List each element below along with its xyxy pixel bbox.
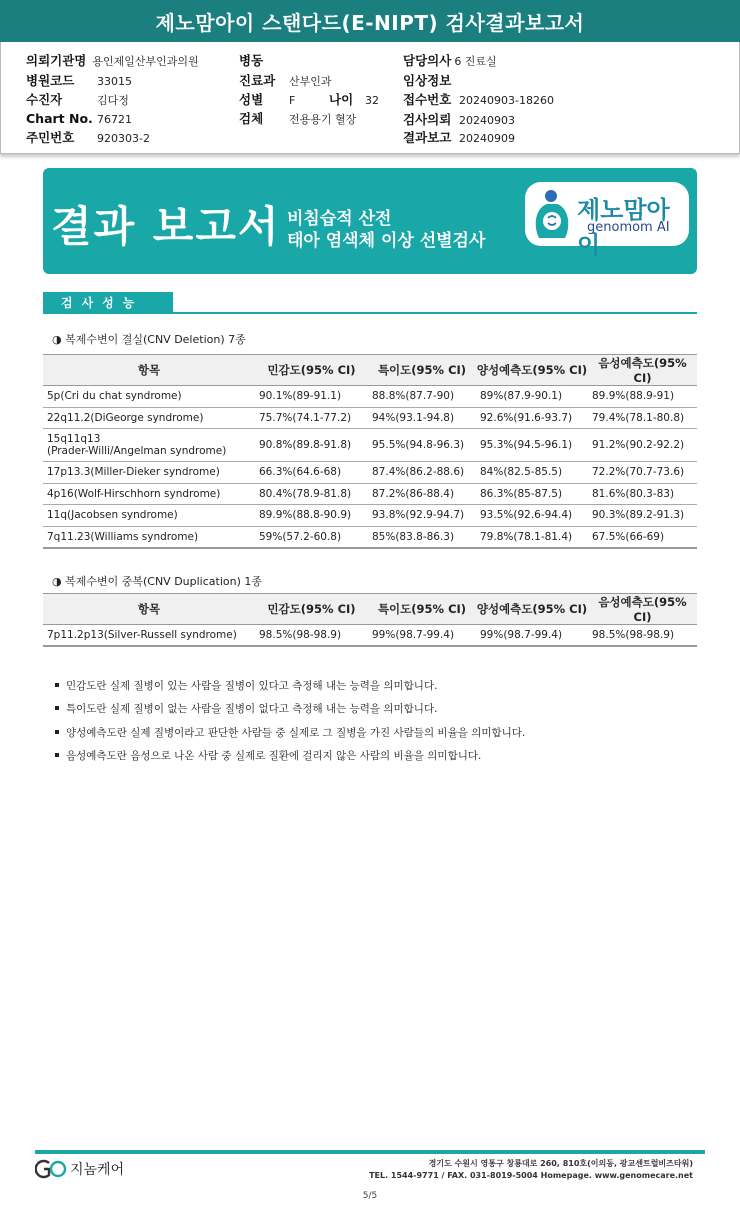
col-specificity: 특이도(95% CI)	[368, 594, 476, 625]
receipt-no-field	[403, 90, 554, 108]
row-ppv: 89%(87.9-90.1)	[476, 386, 588, 408]
receipt-no-value: 20240903-18260	[459, 94, 554, 107]
row-item: 11q(Jacobsen syndrome)	[43, 505, 255, 527]
row-sensitivity: 59%(57.2-60.8)	[255, 526, 368, 548]
list-item	[55, 725, 525, 748]
clinical-info-field	[403, 71, 457, 89]
chart-no-label: Chart No.	[26, 111, 93, 126]
bullet-icon	[55, 706, 59, 710]
duplication-table-header	[43, 594, 697, 625]
note-text: 민감도란 실제 질병이 있는 사람을 질병이 있다고 측정해 내는 능력을 의미합니다.	[66, 680, 438, 692]
examinee-field	[26, 90, 129, 108]
institution-value: 용인제일산부인과의원	[92, 55, 199, 68]
row-sensitivity: 80.4%(78.9-81.8)	[255, 483, 368, 505]
sex-label: 성별	[239, 92, 264, 107]
row-npv: 67.5%(66-69)	[588, 526, 697, 548]
report-title: 제노맘아이 스탠다드(E-NIPT) 검사결과보고서	[0, 0, 740, 42]
col-item: 항목	[43, 355, 255, 386]
ward-label: 병동	[239, 53, 264, 68]
genomom-mother-icon	[531, 188, 573, 240]
row-item-line-2: (Prader-Willi/Angelman syndrome)	[47, 445, 227, 457]
id-no-label: 주민번호	[26, 130, 75, 145]
hospital-code-label: 병원코드	[26, 73, 75, 88]
row-ppv: 84%(82.5-85.5)	[476, 462, 588, 484]
banner-subtitle-1: 비침습적 산전	[287, 209, 392, 229]
chart-no-value: 76721	[97, 113, 132, 126]
row-npv: 91.2%(90.2-92.2)	[588, 429, 697, 462]
row-item	[43, 429, 255, 462]
col-ppv: 양성예측도(95% CI)	[476, 594, 588, 625]
banner-title: 결과 보고서	[51, 202, 281, 251]
row-specificity: 87.2%(86-88.4)	[368, 483, 476, 505]
col-specificity: 특이도(95% CI)	[368, 355, 476, 386]
table-row	[43, 386, 697, 408]
col-sensitivity: 민감도(95% CI)	[255, 594, 368, 625]
row-item-line-1: 15q11q13	[47, 433, 101, 445]
row-sensitivity: 89.9%(88.8-90.9)	[255, 505, 368, 527]
id-no-value: 920303-2	[97, 132, 150, 145]
specimen-value: 전용용기 혈장	[289, 113, 357, 126]
result-banner	[43, 168, 697, 274]
deletion-table	[43, 354, 697, 549]
table-row	[43, 483, 697, 505]
sex-field	[239, 90, 295, 108]
age-value: 32	[365, 94, 379, 107]
row-item: 7p11.2p13(Silver-Russell syndrome)	[43, 625, 255, 647]
row-npv: 98.5%(98-98.9)	[588, 625, 697, 647]
col-npv: 음성예측도(95% CI)	[588, 355, 697, 386]
note-text: 음성예측도란 음성으로 나온 사람 중 실제로 질환에 걸리지 않은 사람의 비율을 의미합니다.	[66, 749, 482, 762]
ward-field	[239, 51, 269, 69]
deletion-heading: ◑ 복제수변이 결실(CNV Deletion) 7종	[52, 333, 246, 346]
row-ppv: 93.5%(92.6-94.4)	[476, 505, 588, 527]
specimen-label: 검체	[239, 111, 264, 126]
specimen-field	[239, 109, 356, 127]
department-field	[239, 71, 332, 89]
col-item: 항목	[43, 594, 255, 625]
table-row	[43, 526, 697, 548]
row-npv: 89.9%(88.9-91)	[588, 386, 697, 408]
row-npv: 72.2%(70.7-73.6)	[588, 462, 697, 484]
request-date-label: 검사의뢰	[403, 112, 452, 127]
hospital-code-field	[26, 71, 132, 89]
examinee-value: 김다정	[97, 94, 129, 107]
doctor-label: 담당의사	[403, 53, 452, 68]
banner-subtitle-2: 태아 염색체 이상 선별검사	[287, 231, 486, 251]
duplication-table	[43, 593, 697, 647]
row-specificity: 94%(93.1-94.8)	[368, 407, 476, 429]
clinical-info-label: 임상정보	[403, 73, 452, 88]
report-date-value: 20240909	[459, 132, 515, 145]
row-sensitivity: 66.3%(64.6-68)	[255, 462, 368, 484]
row-specificity: 87.4%(86.2-88.6)	[368, 462, 476, 484]
company-address	[369, 1158, 693, 1182]
institution-label: 의뢰기관명	[26, 53, 87, 68]
row-ppv: 99%(98.7-99.4)	[476, 625, 588, 647]
report-date-label: 결과보고	[403, 130, 452, 145]
table-row	[43, 429, 697, 462]
col-npv: 음성예측도(95% CI)	[588, 594, 697, 625]
institution-field	[26, 51, 199, 69]
list-item	[55, 748, 525, 771]
bullet-icon	[55, 683, 59, 687]
row-sensitivity: 98.5%(98-98.9)	[255, 625, 368, 647]
row-specificity: 99%(98.7-99.4)	[368, 625, 476, 647]
section-divider	[43, 312, 697, 314]
contact-line: TEL. 1544-9771 / FAX. 031-8019-5004 Homepage. www.genomecare.net	[369, 1171, 693, 1180]
page-number: 5/5	[362, 1191, 378, 1201]
request-date-value: 20240903	[459, 114, 515, 127]
row-sensitivity: 75.7%(74.1-77.2)	[255, 407, 368, 429]
row-item: 17p13.3(Miller-Dieker syndrome)	[43, 462, 255, 484]
table-row	[43, 505, 697, 527]
row-item: 4p16(Wolf-Hirschhorn syndrome)	[43, 483, 255, 505]
definition-notes	[55, 678, 525, 771]
row-npv: 90.3%(89.2-91.3)	[588, 505, 697, 527]
row-sensitivity: 90.8%(89.8-91.8)	[255, 429, 368, 462]
sex-value: F	[289, 94, 296, 107]
table-row	[43, 625, 697, 647]
list-item	[55, 678, 525, 701]
section-title: 검사성능	[43, 292, 173, 313]
bullet-icon	[55, 730, 59, 734]
note-text: 특이도란 실제 질병이 없는 사람을 질병이 없다고 측정해 내는 능력을 의미합니다.	[66, 703, 438, 716]
report-date-field	[403, 128, 515, 146]
row-npv: 79.4%(78.1-80.8)	[588, 407, 697, 429]
genomecare-logo-icon	[35, 1159, 67, 1179]
company-name: 지놈케어	[70, 1162, 125, 1178]
table-row	[43, 407, 697, 429]
list-item	[55, 701, 525, 724]
row-ppv: 86.3%(85-87.5)	[476, 483, 588, 505]
col-ppv: 양성예측도(95% CI)	[476, 355, 588, 386]
address-line: 경기도 수원시 영통구 창룡대로 260, 810호(이의동, 광교센트럴비즈타워)	[428, 1159, 693, 1168]
deletion-table-header	[43, 355, 697, 386]
doctor-value: 6 진료실	[454, 55, 497, 68]
row-item: 7q11.23(Williams syndrome)	[43, 526, 255, 548]
note-text: 양성예측도란 실제 질병이라고 판단한 사람들 중 실제로 그 질병을 가진 사람들의 비율을 의미합니다.	[66, 726, 526, 739]
row-specificity: 95.5%(94.8-96.3)	[368, 429, 476, 462]
age-label: 나이	[329, 92, 354, 107]
company-logo	[35, 1158, 124, 1180]
row-ppv: 95.3%(94.5-96.1)	[476, 429, 588, 462]
id-no-field	[26, 128, 150, 146]
doctor-field	[403, 51, 497, 69]
age-field	[329, 90, 379, 108]
table-row	[43, 462, 697, 484]
logo-korean-text: 제노맘아이	[577, 196, 670, 259]
department-label: 진료과	[239, 73, 276, 88]
hospital-code-value: 33015	[97, 75, 132, 88]
row-npv: 81.6%(80.3-83)	[588, 483, 697, 505]
duplication-heading: ◑ 복제수변이 중복(CNV Duplication) 1종	[52, 575, 263, 588]
row-specificity: 85%(83.8-86.3)	[368, 526, 476, 548]
department-value: 산부인과	[289, 75, 332, 88]
chart-no-field	[26, 111, 132, 126]
row-sensitivity: 90.1%(89-91.1)	[255, 386, 368, 408]
row-ppv: 92.6%(91.6-93.7)	[476, 407, 588, 429]
row-ppv: 79.8%(78.1-81.4)	[476, 526, 588, 548]
footer-divider	[35, 1150, 705, 1154]
col-sensitivity: 민감도(95% CI)	[255, 355, 368, 386]
request-date-field	[403, 110, 515, 128]
row-specificity: 93.8%(92.9-94.7)	[368, 505, 476, 527]
row-specificity: 88.8%(87.7-90)	[368, 386, 476, 408]
examinee-label: 수진자	[26, 92, 63, 107]
genomom-logo	[525, 182, 689, 259]
patient-info-panel	[0, 42, 740, 154]
row-item: 22q11.2(DiGeorge syndrome)	[43, 407, 255, 429]
bullet-icon	[55, 753, 59, 757]
row-item: 5p(Cri du chat syndrome)	[43, 386, 255, 408]
logo-english-text: genomom AI	[587, 220, 670, 235]
receipt-no-label: 접수번호	[403, 92, 452, 107]
